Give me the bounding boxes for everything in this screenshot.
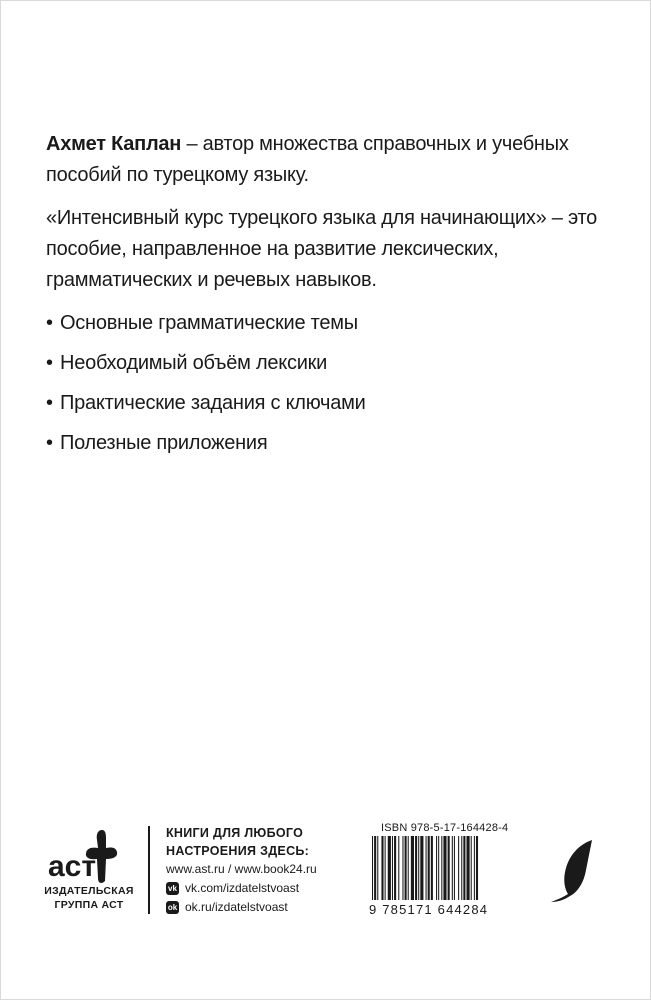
barcode-bar bbox=[428, 836, 430, 900]
barcode-bar bbox=[458, 836, 459, 900]
vk-icon: vk bbox=[166, 882, 179, 895]
publisher-caption: ИЗДАТЕЛЬСКАЯ ГРУППА АСТ bbox=[44, 885, 134, 911]
author-description: – автор множества справочных и учебных пособий по турецкому языку. bbox=[46, 133, 569, 186]
feature-item: • Необходимый объём лексики bbox=[46, 348, 616, 379]
barcode-bar bbox=[408, 836, 409, 900]
barcode-bar bbox=[454, 836, 455, 900]
feature-list bbox=[46, 308, 616, 459]
author-intro bbox=[46, 129, 616, 191]
barcode-bar bbox=[394, 836, 396, 900]
barcode-bar bbox=[377, 836, 378, 900]
barcode-bar bbox=[476, 836, 478, 900]
feature-item: • Полезные приложения bbox=[46, 428, 616, 459]
barcode-bar bbox=[463, 836, 465, 900]
promo-block bbox=[166, 824, 366, 917]
feature-item: • Основные грамматические темы bbox=[46, 308, 616, 339]
barcode-bar bbox=[385, 836, 386, 900]
barcode-bar bbox=[372, 836, 373, 900]
barcode-bar bbox=[398, 836, 399, 900]
footer-divider bbox=[148, 826, 150, 914]
promo-heading-1: КНИГИ ДЛЯ ЛЮБОГО bbox=[166, 826, 304, 840]
barcode-bar bbox=[426, 836, 427, 900]
websites-link[interactable]: www.ast.ru / www.book24.ru bbox=[166, 862, 317, 876]
bullet-icon: • bbox=[46, 312, 53, 334]
ok-icon: ok bbox=[167, 903, 178, 912]
logo-text: аст bbox=[48, 850, 97, 883]
vk-link[interactable]: vk vk.com/izdatelstvoast bbox=[166, 879, 366, 898]
barcode-bar bbox=[467, 836, 470, 900]
author-name: Ахмет Каплан bbox=[46, 133, 182, 155]
feather-shape bbox=[551, 840, 592, 902]
barcode-bar bbox=[461, 836, 462, 900]
promo-heading-2: НАСТРОЕНИЯ ЗДЕСЬ: bbox=[166, 844, 310, 858]
isbn-label: ISBN 978-5-17-164428-4 bbox=[381, 822, 509, 834]
barcode-bar bbox=[388, 836, 391, 900]
barcode-bar bbox=[392, 836, 393, 900]
barcode-bar bbox=[443, 836, 446, 900]
barcode-bar bbox=[452, 836, 453, 900]
bullet-icon: • bbox=[46, 392, 53, 414]
barcode-bar bbox=[474, 836, 475, 900]
feather-icon bbox=[548, 838, 598, 908]
barcode-bar bbox=[436, 836, 437, 900]
barcode-bar bbox=[411, 836, 414, 900]
barcode-bar bbox=[431, 836, 433, 900]
bullet-icon: • bbox=[46, 352, 53, 374]
barcode-bar bbox=[420, 836, 423, 900]
book-description: «Интенсивный курс турецкого языка для начинающих» – это пособие, направленное на развитие лексических, грамматических и речевых навыков. bbox=[46, 207, 598, 291]
ok-link[interactable]: ok ok.ru/izdatelstvoast bbox=[167, 900, 288, 914]
barcode-bar bbox=[471, 836, 472, 900]
feature-item: • Практические задания с ключами bbox=[46, 388, 616, 419]
barcode-bar bbox=[438, 836, 439, 900]
barcode-bar bbox=[415, 836, 417, 900]
barcode-bar bbox=[374, 836, 376, 900]
barcode-bar bbox=[405, 836, 407, 900]
back-cover-text bbox=[46, 129, 616, 468]
barcode-bar bbox=[381, 836, 383, 900]
barcode-bar bbox=[448, 836, 450, 900]
barcode-bar bbox=[418, 836, 419, 900]
bullet-icon: • bbox=[46, 432, 53, 454]
barcode-bar bbox=[402, 836, 403, 900]
barcode bbox=[370, 836, 518, 900]
barcode-bar bbox=[441, 836, 442, 900]
barcode-digits: 9 785171 644284 bbox=[369, 902, 489, 917]
